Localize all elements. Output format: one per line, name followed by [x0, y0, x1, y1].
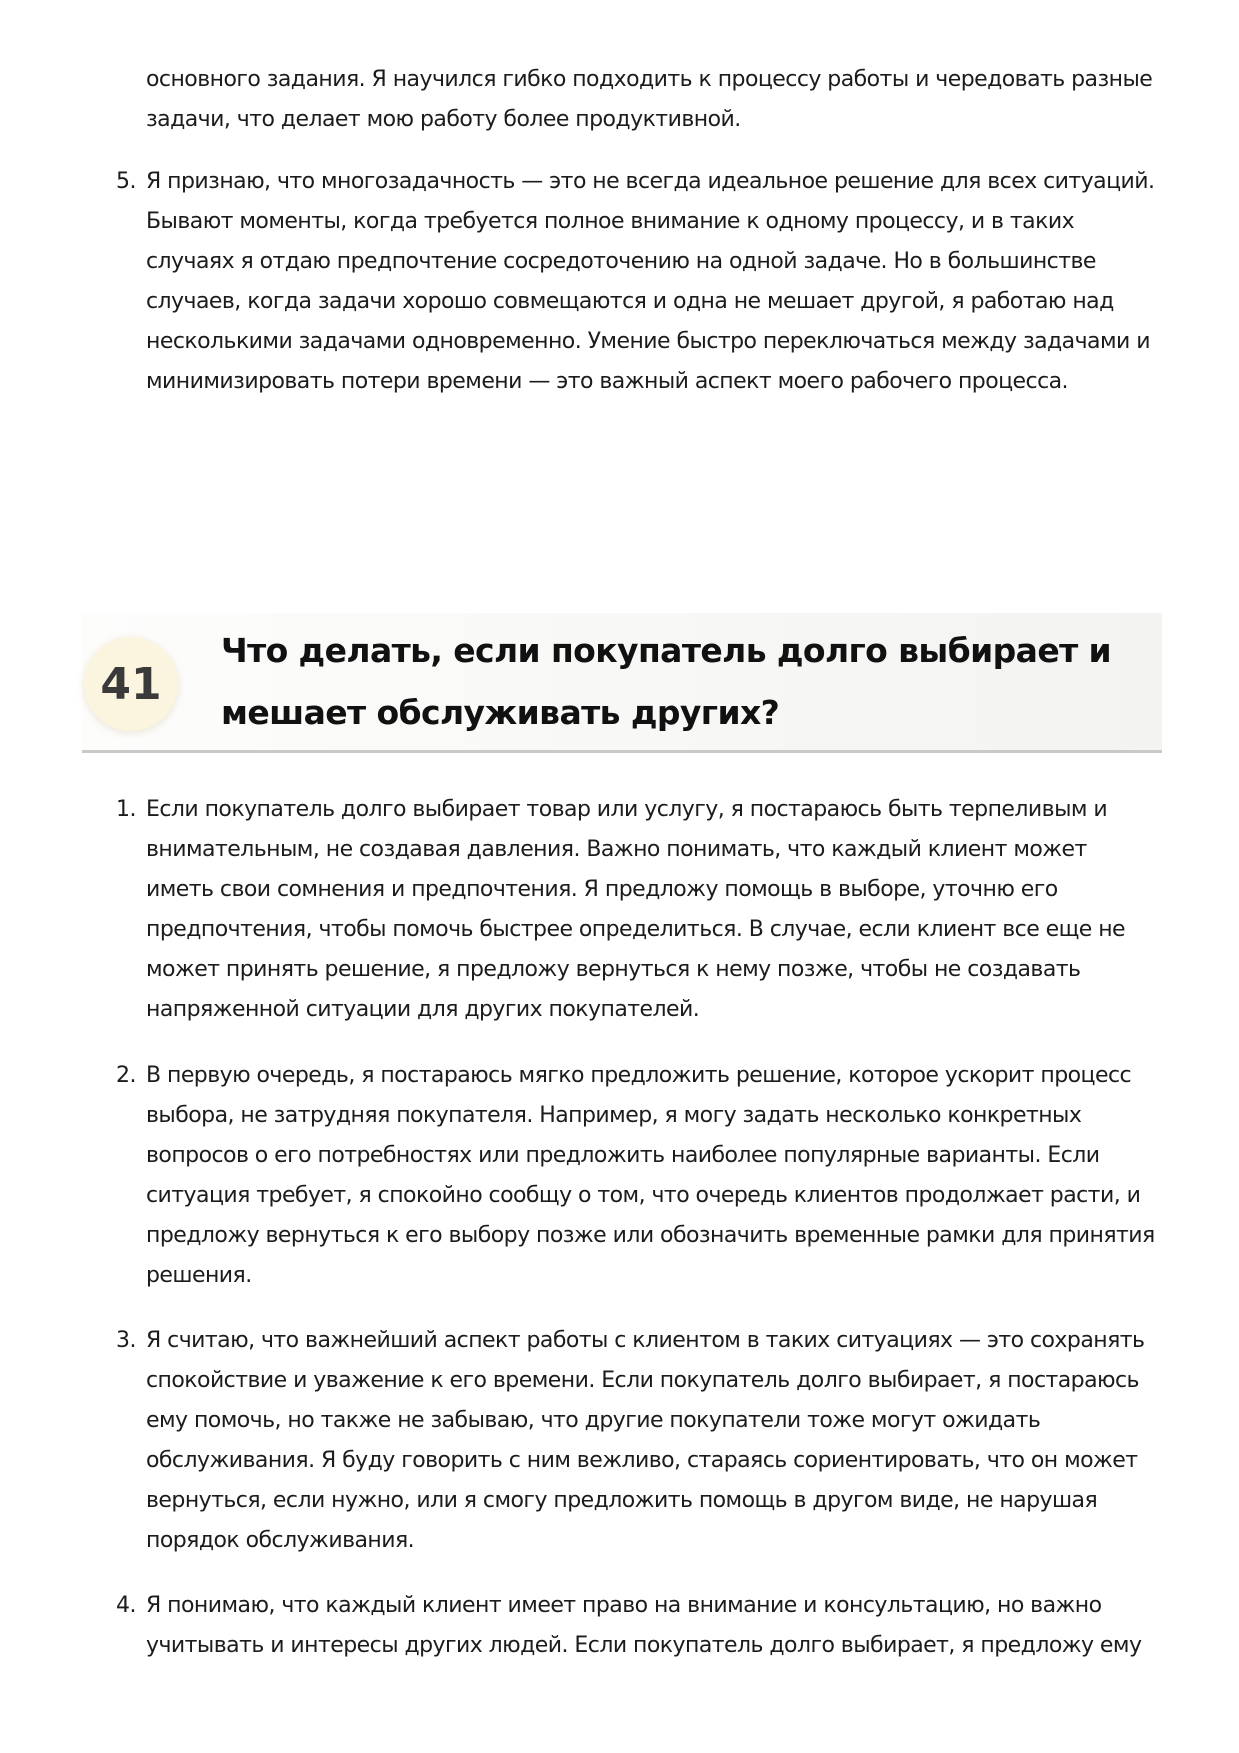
- list-item-text: Я считаю, что важнейший аспект работы с клиентом в таких ситуациях — это сохранять спокойствие и уважение к его времени. Если покупатель долго выбирает, я постараюсь ему помочь, но также не забываю, что другие покупатели тоже могут ожидать обслуживания. Я буду говорить с ним вежливо, стараясь сориентировать, что он может вернуться, если нужно, или я смогу предложить помощь в другом виде, не нарушая порядок обслуживания.: [146, 1328, 1145, 1553]
- section-title: Что делать, если покупатель долго выбирает и мешает обслуживать других?: [221, 631, 1112, 732]
- list-item-continuation: [146, 60, 1156, 140]
- list-item-5: [116, 162, 1156, 402]
- list-item-number: 3.: [116, 1328, 136, 1353]
- answer-item-4: [116, 1586, 1156, 1666]
- list-item-text: Я понимаю, что каждый клиент имеет право на внимание и консультацию, но важно учитывать и интересы других людей. Если покупатель долго выбирает, я предложу ему: [146, 1593, 1142, 1658]
- list-item-text: В первую очередь, я постараюсь мягко предложить решение, которое ускорит процесс выбора, не затрудняя покупателя. Например, я могу задать несколько конкретных вопросов о его потребностях или предложить наиболее популярные варианты. Если ситуация требует, я спокойно сообщу о том, что очередь клиентов продолжает расти, и предложу вернуться к его выбору позже или обозначить временные рамки для принятия решения.: [146, 1063, 1155, 1288]
- answer-item-3: [116, 1321, 1156, 1561]
- list-item-number: 1.: [116, 797, 136, 822]
- list-item-text: Если покупатель долго выбирает товар или услугу, я постараюсь быть терпеливым и внимательным, не создавая давления. Важно понимать, что каждый клиент может иметь свои сомнения и предпочтения. Я предложу помощь в выборе, уточню его предпочтения, чтобы помочь быстрее определиться. В случае, если клиент все еще не может принять решение, я предложу вернуться к нему позже, чтобы не создавать напряженной ситуации для других покупателей.: [146, 797, 1126, 1022]
- list-item-number: 4.: [116, 1593, 136, 1618]
- answer-item-2: [116, 1056, 1156, 1296]
- answer-item-1: [116, 790, 1156, 1030]
- list-item-text: основного задания. Я научился гибко подходить к процессу работы и чередовать разные задачи, что делает мою работу более продуктивной.: [146, 67, 1153, 132]
- list-item-text: Я признаю, что многозадачность — это не всегда идеальное решение для всех ситуаций. Бывают моменты, когда требуется полное внимание к одному процессу, и в таких случаях я отдаю предпочтение сосредоточению на одной задаче. Но в большинстве случаев, когда задачи хорошо совмещаются и одна не мешает другой, я работаю над несколькими задачами одновременно. Умение быстро переключаться между задачами и минимизировать потери времени — это важный аспект моего рабочего процесса.: [146, 169, 1155, 394]
- list-item-number: 2.: [116, 1063, 136, 1088]
- section-number-badge: 41: [84, 637, 178, 731]
- list-item-number: 5.: [116, 169, 136, 194]
